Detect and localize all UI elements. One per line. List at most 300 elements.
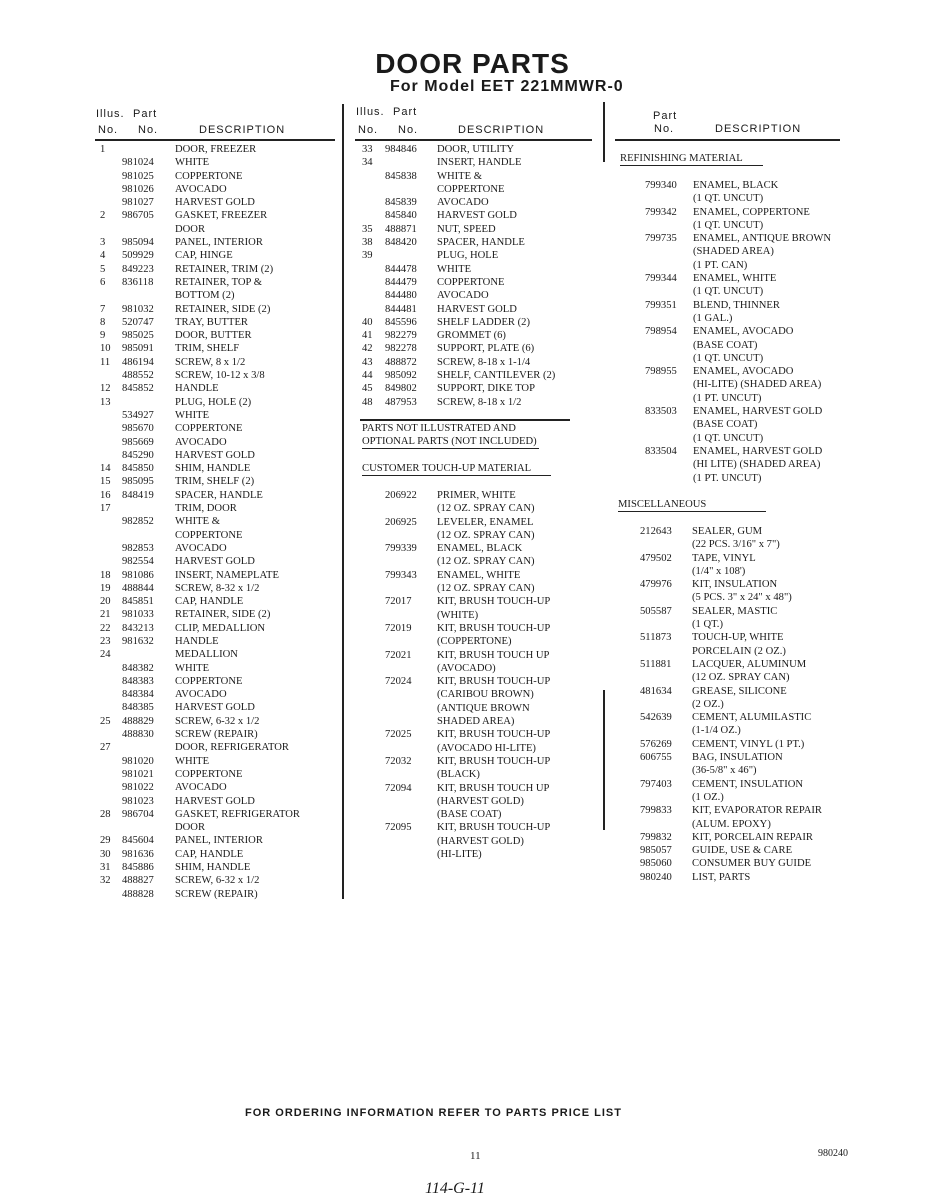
description: (1 QT. UNCUT) <box>693 193 764 205</box>
part-no: 844480 <box>385 290 417 302</box>
description: RETAINER, TRIM (2) <box>175 263 274 275</box>
description: (1-1/4 OZ.) <box>692 725 741 737</box>
description: (BASE COAT) <box>693 339 758 351</box>
description: (1 QT. UNCUT) <box>693 286 764 298</box>
description: COPPERTONE <box>175 423 243 435</box>
description: DOOR, FREEZER <box>175 144 257 155</box>
illus-no: 45 <box>362 383 373 395</box>
illus-no: 19 <box>100 582 111 594</box>
part-no: 985092 <box>385 370 417 382</box>
part-no: 799343 <box>385 569 417 581</box>
description: SCREW (REPAIR) <box>175 888 258 900</box>
description: SHELF LADDER (2) <box>437 316 530 328</box>
illus-no: 13 <box>100 396 111 408</box>
description: SCREW, 8 x 1/2 <box>175 356 246 368</box>
description: (1 OZ.) <box>692 791 724 803</box>
part-no: 845886 <box>122 862 154 874</box>
description: CONSUMER BUY GUIDE <box>692 858 812 870</box>
no-header: No. <box>358 124 379 136</box>
description: (BLACK) <box>437 769 480 781</box>
description: (1 GAL.) <box>693 312 733 324</box>
description-header: DESCRIPTION <box>199 124 286 136</box>
part-no: 798955 <box>645 366 677 378</box>
description: (CARIBOU BROWN) <box>437 689 534 701</box>
no-header: No. <box>398 124 419 136</box>
illus-no: 18 <box>100 569 111 581</box>
ordering-footer: FOR ORDERING INFORMATION REFER TO PARTS PRICE LIST <box>245 1107 622 1119</box>
description: (HI-LITE) (SHADED AREA) <box>693 379 822 391</box>
description: GUIDE, USE & CARE <box>692 845 793 857</box>
description: AVOCADO <box>437 290 489 302</box>
description-header: DESCRIPTION <box>715 123 802 135</box>
part-no: 799344 <box>645 273 677 285</box>
description: DOOR <box>175 822 206 834</box>
description: TRAY, BUTTER <box>175 316 248 328</box>
illus-no: 34 <box>362 157 373 169</box>
illus-no: 7 <box>100 303 106 315</box>
part-no: 981027 <box>122 197 154 209</box>
description: HARVEST GOLD <box>437 303 517 315</box>
description: ENAMEL, HARVEST GOLD <box>693 406 823 418</box>
illus-no: 12 <box>100 383 111 395</box>
description: AVOCADO <box>175 689 227 701</box>
part-no: 849223 <box>122 263 154 275</box>
part-no: 845290 <box>122 449 154 461</box>
description: WHITE & <box>437 170 483 182</box>
part-no: 212643 <box>640 526 672 537</box>
description: SCREW (REPAIR) <box>175 729 258 741</box>
description: WHITE <box>175 409 210 421</box>
part-no: 72032 <box>385 755 412 767</box>
description: SCREW, 6-32 x 1/2 <box>175 715 260 727</box>
column-divider <box>603 102 605 162</box>
description: (1 PT. UNCUT) <box>693 472 762 484</box>
description: KIT, PORCELAIN REPAIR <box>692 831 813 843</box>
part-no: 981026 <box>122 183 154 195</box>
description-header: DESCRIPTION <box>458 124 545 136</box>
description: MEDALLION <box>175 649 238 661</box>
description: WHITE & <box>175 516 221 528</box>
part-no: 542639 <box>640 712 672 724</box>
illus-no: 8 <box>100 316 106 328</box>
column-divider <box>603 690 605 830</box>
description: HARVEST GOLD <box>175 702 255 714</box>
part-no: 848385 <box>122 702 154 714</box>
part-no: 799735 <box>645 233 677 245</box>
header-rule <box>355 139 592 141</box>
illus-no: 5 <box>100 263 106 275</box>
description: HARVEST GOLD <box>175 556 255 568</box>
illus-no: 21 <box>100 609 111 621</box>
part-no: 986704 <box>122 808 154 820</box>
part-no: 985060 <box>640 858 672 870</box>
part-no: 488871 <box>385 223 417 235</box>
part-no: 505587 <box>640 605 672 617</box>
part-no: 488552 <box>122 370 154 382</box>
description: (ANTIQUE BROWN <box>437 702 530 714</box>
part-no: 845850 <box>122 463 154 475</box>
header-rule <box>95 139 335 141</box>
part-no: 981033 <box>122 609 154 621</box>
description: KIT, EVAPORATOR REPAIR <box>692 805 822 817</box>
description: (1 QT. UNCUT) <box>693 352 764 364</box>
description: ENAMEL, COPPERTONE <box>693 206 810 218</box>
description: GASKET, REFRIGERATOR <box>175 808 300 820</box>
part-no: 799339 <box>385 543 417 555</box>
description: ENAMEL, AVOCADO <box>693 366 794 378</box>
part-no: 833504 <box>645 445 677 457</box>
illus-no: 3 <box>100 237 106 249</box>
illus-no: 20 <box>100 596 111 608</box>
description: AVOCADO <box>437 197 489 209</box>
description: DOOR, UTILITY <box>437 144 515 155</box>
illus-no: 28 <box>100 808 111 820</box>
illus-header: Illus. <box>96 108 125 120</box>
description: RETAINER, SIDE (2) <box>175 609 271 621</box>
description: TOUCH-UP, WHITE <box>692 632 784 644</box>
part-header: Part <box>133 108 158 120</box>
part-no: 981023 <box>122 795 154 807</box>
illus-no: 48 <box>362 396 373 408</box>
part-no: 985094 <box>122 237 154 249</box>
no-header: No. <box>98 124 119 136</box>
page-number: 11 <box>470 1150 481 1162</box>
description: TRIM, SHELF <box>175 343 240 355</box>
description: PLUG, HOLE <box>437 250 499 262</box>
part-no: 72024 <box>385 676 412 688</box>
description: (BASE COAT) <box>437 809 502 821</box>
description: KIT, BRUSH TOUCH-UP <box>437 622 551 634</box>
part-no: 72025 <box>385 729 412 741</box>
part-no: 845852 <box>122 383 154 395</box>
part-no: 986705 <box>122 210 154 222</box>
part-no: 488830 <box>122 729 154 741</box>
illus-no: 4 <box>100 250 106 262</box>
part-no: 848384 <box>122 689 154 701</box>
part-no: 486194 <box>122 356 154 368</box>
part-no: 206925 <box>385 516 417 528</box>
description: (HARVEST GOLD) <box>437 795 524 807</box>
description: (5 PCS. 3" x 24" x 48") <box>692 592 792 604</box>
illus-no: 30 <box>100 848 111 860</box>
description: SPACER, HANDLE <box>175 489 263 501</box>
description: NUT, SPEED <box>437 223 496 235</box>
description: HARVEST GOLD <box>175 197 255 209</box>
description: COPPERTONE <box>437 276 505 288</box>
description: AVOCADO <box>175 436 227 448</box>
part-no: 981086 <box>122 569 154 581</box>
illus-no: 42 <box>362 343 373 355</box>
part-no: 981032 <box>122 303 154 315</box>
description: SPACER, HANDLE <box>437 237 525 249</box>
description: BLEND, THINNER <box>693 299 780 311</box>
section-heading-text: MISCELLANEOUS <box>618 498 766 512</box>
part-no: 836118 <box>122 276 154 288</box>
part-no: 534927 <box>122 409 154 421</box>
section-heading-misc <box>618 498 766 512</box>
description: LEVELER, ENAMEL <box>437 516 534 528</box>
part-no: 606755 <box>640 752 672 764</box>
description: (1 PT. CAN) <box>693 259 748 271</box>
description: TRIM, DOOR <box>175 503 237 515</box>
illus-no: 25 <box>100 715 111 727</box>
description: KIT, BRUSH TOUCH UP <box>437 649 550 661</box>
description: LACQUER, ALUMINUM <box>692 658 807 670</box>
note-line-1: PARTS NOT ILLUSTRATED AND <box>362 423 516 434</box>
description: (12 OZ. SPRAY CAN) <box>692 672 790 684</box>
description: HARVEST GOLD <box>437 210 517 222</box>
description: HARVEST GOLD <box>175 449 255 461</box>
description: CEMENT, INSULATION <box>692 778 804 790</box>
part-no: 509929 <box>122 250 154 262</box>
description: LIST, PARTS <box>692 871 751 883</box>
description: SHIM, HANDLE <box>175 862 251 874</box>
part-no: 985670 <box>122 423 154 435</box>
part-no: 511873 <box>640 632 672 644</box>
part-no: 72017 <box>385 596 412 608</box>
part-no: 845839 <box>385 197 417 209</box>
description: HANDLE <box>175 635 219 647</box>
document-number: 980240 <box>818 1148 848 1159</box>
description: (1/4" x 108') <box>692 565 746 577</box>
illus-no: 6 <box>100 276 106 288</box>
part-no: 981024 <box>122 157 154 169</box>
part-no: 981022 <box>122 782 154 794</box>
illus-no: 11 <box>100 356 111 368</box>
part-no: 799832 <box>640 831 672 843</box>
part-no: 798954 <box>645 326 677 338</box>
header-rule <box>615 139 840 141</box>
description: TRIM, SHELF (2) <box>175 476 255 488</box>
description: ENAMEL, BLACK <box>693 180 779 191</box>
description: CAP, HANDLE <box>175 848 244 860</box>
description: SUPPORT, PLATE (6) <box>437 343 535 355</box>
illus-no: 32 <box>100 875 111 887</box>
description: CLIP, MEDALLION <box>175 622 266 634</box>
note-line-2-text: OPTIONAL PARTS (NOT INCLUDED) <box>362 435 539 449</box>
description: KIT, BRUSH TOUCH UP <box>437 782 550 794</box>
description: SCREW, 8-18 x 1/2 <box>437 396 522 408</box>
description: (12 OZ. SPRAY CAN) <box>437 556 535 568</box>
description: SHIM, HANDLE <box>175 463 251 475</box>
part-no: 843213 <box>122 622 154 634</box>
description: SUPPORT, DIKE TOP <box>437 383 535 395</box>
description: SCREW, 6-32 x 1/2 <box>175 875 260 887</box>
part-no: 845604 <box>122 835 154 847</box>
description: CAP, HANDLE <box>175 596 244 608</box>
description: RETAINER, TOP & <box>175 276 262 288</box>
description: (22 PCS. 3/16" x 7") <box>692 539 780 551</box>
description: DOOR <box>175 223 206 235</box>
illus-no: 2 <box>100 210 106 222</box>
description: GASKET, FREEZER <box>175 210 268 222</box>
part-no: 848383 <box>122 675 154 687</box>
part-no: 848420 <box>385 237 417 249</box>
description: PANEL, INTERIOR <box>175 237 263 249</box>
part-no: 985057 <box>640 845 672 857</box>
part-no: 833503 <box>645 406 677 418</box>
part-no: 980240 <box>640 871 672 883</box>
description: HARVEST GOLD <box>175 795 255 807</box>
description: AVOCADO <box>175 183 227 195</box>
description: COPPERTONE <box>175 768 243 780</box>
part-no: 985095 <box>122 476 154 488</box>
description: KIT, BRUSH TOUCH-UP <box>437 755 551 767</box>
description: INSERT, HANDLE <box>437 157 522 169</box>
illus-no: 23 <box>100 635 111 647</box>
description: (WHITE) <box>437 609 479 621</box>
part-no: 985091 <box>122 343 154 355</box>
description: SCREW, 8-32 x 1/2 <box>175 582 260 594</box>
part-no: 799342 <box>645 206 677 218</box>
description: (36-5/8" x 46") <box>692 765 757 777</box>
description: (ALUM. EPOXY) <box>692 818 771 830</box>
description: (BASE COAT) <box>693 419 758 431</box>
description: SHADED AREA) <box>437 716 515 728</box>
description: INSERT, NAMEPLATE <box>175 569 279 581</box>
part-header: Part <box>653 110 678 122</box>
description: (HI LITE) (SHADED AREA) <box>693 459 821 471</box>
description: COPPERTONE <box>175 675 243 687</box>
part-no: 845596 <box>385 316 417 328</box>
part-no: 849802 <box>385 383 417 395</box>
part-no: 844479 <box>385 276 417 288</box>
part-no: 576269 <box>640 738 672 750</box>
description: (2 OZ.) <box>692 698 724 710</box>
description: (12 OZ. SPRAY CAN) <box>437 583 535 595</box>
section-rule <box>360 419 570 421</box>
description: (1 QT. UNCUT) <box>693 432 764 444</box>
description: PRIMER, WHITE <box>437 490 516 501</box>
description: KIT, BRUSH TOUCH-UP <box>437 822 551 834</box>
part-no: 72021 <box>385 649 412 661</box>
part-no: 982279 <box>385 330 417 342</box>
handwritten-note: 114-G-11 <box>425 1180 485 1197</box>
description: PANEL, INTERIOR <box>175 835 263 847</box>
description: (HARVEST GOLD) <box>437 835 524 847</box>
part-no: 488828 <box>122 888 154 900</box>
illus-no: 31 <box>100 862 111 874</box>
part-no: 981021 <box>122 768 154 780</box>
part-no: 845838 <box>385 170 417 182</box>
description: (COPPERTONE) <box>437 636 512 648</box>
description: KIT, BRUSH TOUCH-UP <box>437 596 551 608</box>
description: RETAINER, SIDE (2) <box>175 303 271 315</box>
description: SCREW, 8-18 x 1-1/4 <box>437 356 531 368</box>
no-header: No. <box>138 124 159 136</box>
part-no: 479502 <box>640 552 672 564</box>
description: ENAMEL, BLACK <box>437 543 523 555</box>
part-no: 845851 <box>122 596 154 608</box>
description: ENAMEL, ANTIQUE BROWN <box>693 233 831 245</box>
description: BAG, INSULATION <box>692 752 783 764</box>
description: KIT, BRUSH TOUCH-UP <box>437 729 551 741</box>
illus-no: 22 <box>100 622 111 634</box>
part-no: 72095 <box>385 822 412 834</box>
part-no: 488829 <box>122 715 154 727</box>
illus-no: 38 <box>362 237 373 249</box>
part-no: 982554 <box>122 556 154 568</box>
illus-no: 44 <box>362 370 373 382</box>
illus-no: 43 <box>362 356 373 368</box>
description: GREASE, SILICONE <box>692 685 787 697</box>
description: DOOR, BUTTER <box>175 330 252 342</box>
illus-no: 17 <box>100 503 111 515</box>
part-no: 488844 <box>122 582 154 594</box>
description: HANDLE <box>175 383 219 395</box>
no-header: No. <box>654 123 675 135</box>
description: CAP, HINGE <box>175 250 233 262</box>
description: (1 QT.) <box>692 619 723 631</box>
description: (SHADED AREA) <box>693 246 774 258</box>
description: (1 PT. UNCUT) <box>693 392 762 404</box>
description: GROMMET (6) <box>437 330 506 342</box>
description: PLUG, HOLE (2) <box>175 396 252 408</box>
page-title: DOOR PARTS <box>375 48 570 79</box>
description: (12 OZ. SPRAY CAN) <box>437 529 535 541</box>
part-header: Part <box>393 106 418 118</box>
illus-no: 16 <box>100 489 111 501</box>
part-no: 487953 <box>385 396 417 408</box>
description: TAPE, VINYL <box>692 552 756 564</box>
description: COPPERTONE <box>175 170 243 182</box>
description: SCREW, 10-12 x 3/8 <box>175 370 265 382</box>
illus-no: 39 <box>362 250 373 262</box>
part-no: 848382 <box>122 662 154 674</box>
part-no: 981020 <box>122 755 154 767</box>
column-divider <box>342 104 344 899</box>
description: WHITE <box>175 755 210 767</box>
illus-header: Illus. <box>356 106 385 118</box>
part-no: 845840 <box>385 210 417 222</box>
description: AVOCADO <box>175 782 227 794</box>
description: (AVOCADO HI-LITE) <box>437 742 536 754</box>
description: COPPERTONE <box>175 529 243 541</box>
illus-no: 35 <box>362 223 373 235</box>
description: CEMENT, VINYL (1 PT.) <box>692 738 805 750</box>
part-no: 479976 <box>640 579 672 591</box>
part-no: 206922 <box>385 490 417 501</box>
description: SHELF, CANTILEVER (2) <box>437 370 556 382</box>
description: (HI-LITE) <box>437 849 482 861</box>
part-no: 981632 <box>122 635 154 647</box>
part-no: 72094 <box>385 782 412 794</box>
description: BOTTOM (2) <box>175 290 235 302</box>
part-no: 844478 <box>385 263 417 275</box>
part-no: 799833 <box>640 805 672 817</box>
illus-no: 10 <box>100 343 111 355</box>
description: WHITE <box>175 157 210 169</box>
illus-no: 24 <box>100 649 111 661</box>
description: AVOCADO <box>175 542 227 554</box>
part-no: 844481 <box>385 303 417 315</box>
description: COPPERTONE <box>437 183 505 195</box>
note-line-2 <box>362 435 539 449</box>
part-no: 799340 <box>645 180 677 191</box>
model-subtitle: For Model EET 221MMWR-0 <box>390 78 624 95</box>
description: WHITE <box>437 263 472 275</box>
description: KIT, INSULATION <box>692 579 778 591</box>
illus-no: 1 <box>100 144 106 155</box>
description: PORCELAIN (2 OZ.) <box>692 645 786 657</box>
part-no: 520747 <box>122 316 154 328</box>
part-no: 488827 <box>122 875 154 887</box>
part-no: 848419 <box>122 489 154 501</box>
illus-no: 33 <box>362 144 373 155</box>
section-heading-text: REFINISHING MATERIAL <box>620 152 763 166</box>
part-no: 72019 <box>385 622 412 634</box>
part-no: 511881 <box>640 658 672 670</box>
